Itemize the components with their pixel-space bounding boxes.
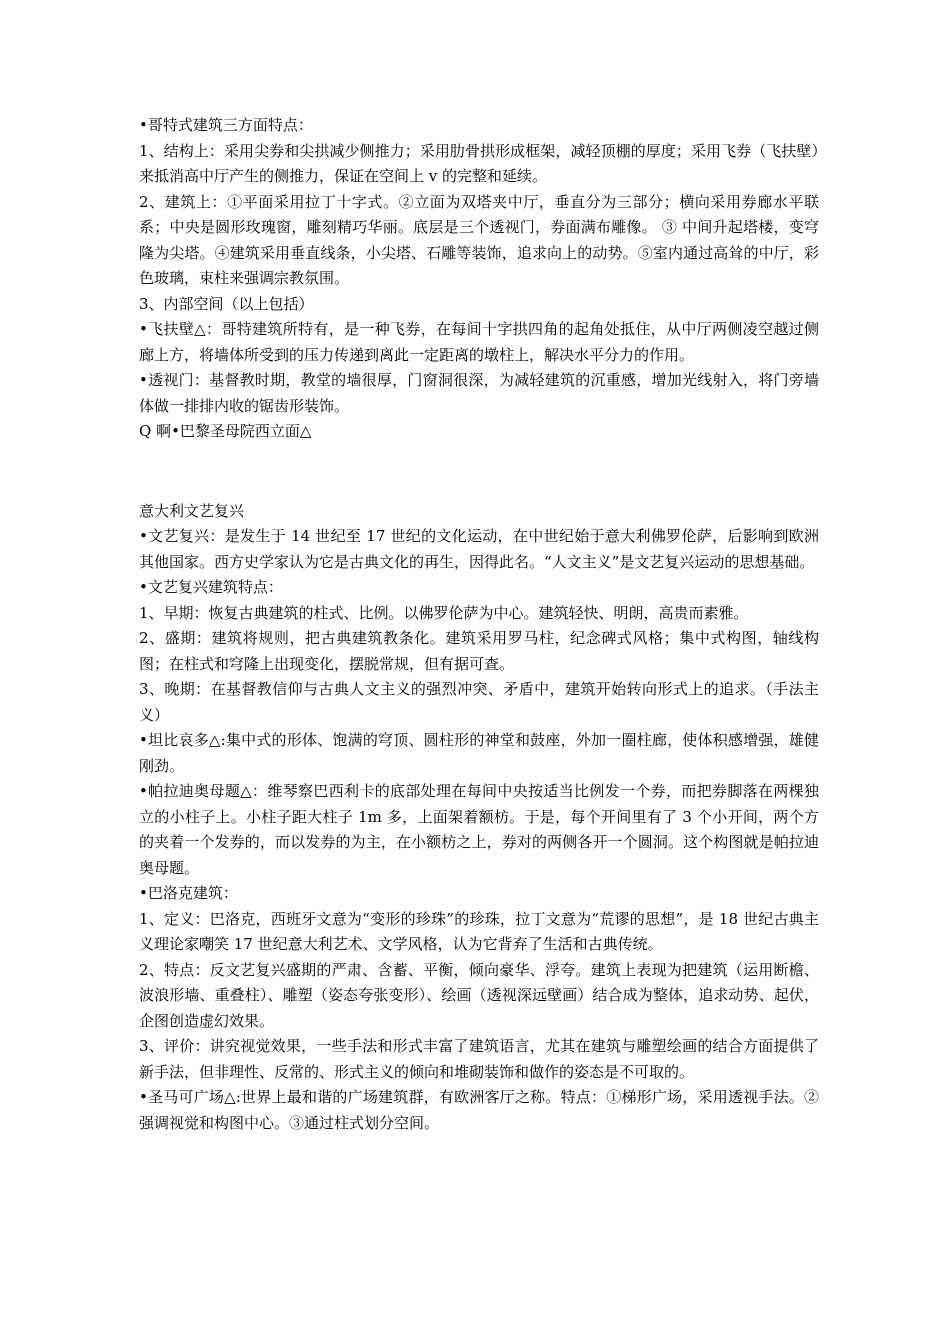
document-page — [139, 113, 819, 1136]
baroque-definition: 1、定义：巴洛克，西班牙文意为“变形的珍珠”的珍珠，拉丁文意为“荒谬的思想”，是 18 世纪古典主义理论家嘲笑 17 世纪意大利艺术、文学风格，认为它背弃了生活和古典传统。 — [139, 909, 819, 953]
gothic-architecture: 2、建筑上：①平面采用拉丁十字式。②立面为双塔夹中厅，垂直分为三部分；横向采用券廊水平联系；中央是圆形玫瑰窗，雕刻精巧华丽。底层是三个透视门，券面满布雕像。 ③ 中间升起塔楼，变穹隆为尖塔。④建筑采用垂直线条，小尖塔、石雕等装饰，追求向上的动势。⑤室内通过高耸的中厅，彩色玻璃，束柱来强调宗教氛围。 — [139, 192, 819, 287]
tempietto: •坦比哀多△:集中式的形体、饱满的穹顶、圆柱形的神堂和鼓座，外加一圈柱廊，使体积感增强，雄健刚劲。 — [139, 731, 819, 775]
renaissance-heading: 意大利文艺复兴 — [139, 501, 245, 520]
section-gothic — [139, 113, 819, 445]
baroque-heading: •巴洛克建筑： — [139, 884, 238, 902]
baroque-evaluation: 3、评价：讲究视觉效果，一些手法和形式丰富了建筑语言，尤其在建筑与雕塑绘画的结合方面提供了新手法，但非理性、反常的、形式主义的倾向和堆砌装饰和做作的姿态是不可取的。 — [139, 1037, 819, 1081]
renaissance-early: 1、早期：恢复古典建筑的柱式、比例。以佛罗伦萨为中心。建筑轻快、明朗，高贵而素雅。 — [139, 603, 749, 622]
renaissance-high: 2、盛期：建筑将规则，把古典建筑教条化。建筑采用罗马柱，纪念碑式风格；集中式构图，轴线构图；在柱式和穹隆上出现变化，摆脱常规，但有据可查。 — [139, 629, 819, 673]
section-divider-space — [139, 445, 819, 499]
piazza-san-marco: •圣马可广场△:世界上最和谐的广场建筑群，有欧洲客厅之称。特点：①梯形广场，采用透视手法。②强调视觉和构图中心。③通过柱式划分空间。 — [139, 1088, 819, 1132]
baroque-features: 2、特点：反文艺复兴盛期的严肃、含蓄、平衡，倾向豪华、浮夸。建筑上表现为把建筑（运用断檐、波浪形墙、重叠柱）、雕塑（姿态夸张变形）、绘画（透视深远壁画）结合成为整体，追求动势、起伏，企图创造虚幻效果。 — [139, 960, 819, 1030]
gothic-heading: •哥特式建筑三方面特点： — [139, 116, 313, 134]
palladian-motif: •帕拉迪奥母题△：维琴察巴西利卡的底部处理在每间中央按适当比例发一个券，而把券脚落在两棵独立的小柱子上。小柱子距大柱子 1m 多，上面架着额枋。于是，每个开间里有了 3 个小开间，两个方的夹着一个发券的，而以发券的为主，在小额枋之上，券对的两侧各开一个圆洞。这个构图就是帕拉迪奥母题。 — [139, 782, 819, 877]
gothic-interior: 3、内部空间（以上包括） — [139, 294, 314, 313]
notre-dame-facade: Q 啊•巴黎圣母院西立面△ — [139, 422, 312, 440]
section-renaissance — [139, 499, 819, 1137]
renaissance-late: 3、晚期：在基督教信仰与古典人文主义的强烈冲突、矛盾中，建筑开始转向形式上的追求。（手法主义） — [139, 680, 819, 724]
flying-buttress: •飞扶壁△：哥特建筑所特有，是一种飞券，在每间十字拱四角的起角处抵住，从中厅两侧凌空越过侧廊上方，将墙体所受到的压力传递到离此一定距离的墩柱上，解决水平分力的作用。 — [139, 320, 819, 364]
renaissance-features-heading: •文艺复兴建筑特点： — [139, 578, 283, 596]
renaissance-definition: •文艺复兴：是发生于 14 世纪至 17 世纪的文化运动，在中世纪始于意大利佛罗伦萨，后影响到欧洲其他国家。西方史学家认为它是古典文化的再生，因得此名。“人文主义”是文艺复兴运动的思想基础。 — [139, 527, 819, 571]
perspective-portal: •透视门：基督教时期，教堂的墙很厚，门窗洞很深，为减轻建筑的沉重感，增加光线射入，将门旁墙体做一排排内收的锯齿形装饰。 — [139, 371, 819, 415]
gothic-structure: 1、结构上：采用尖券和尖拱减少侧推力；采用肋骨拱形成框架，减轻顶棚的厚度；采用飞券（飞扶壁）来抵消高中厅产生的侧推力，保证在空间上 v 的完整和延续。 — [139, 141, 819, 185]
